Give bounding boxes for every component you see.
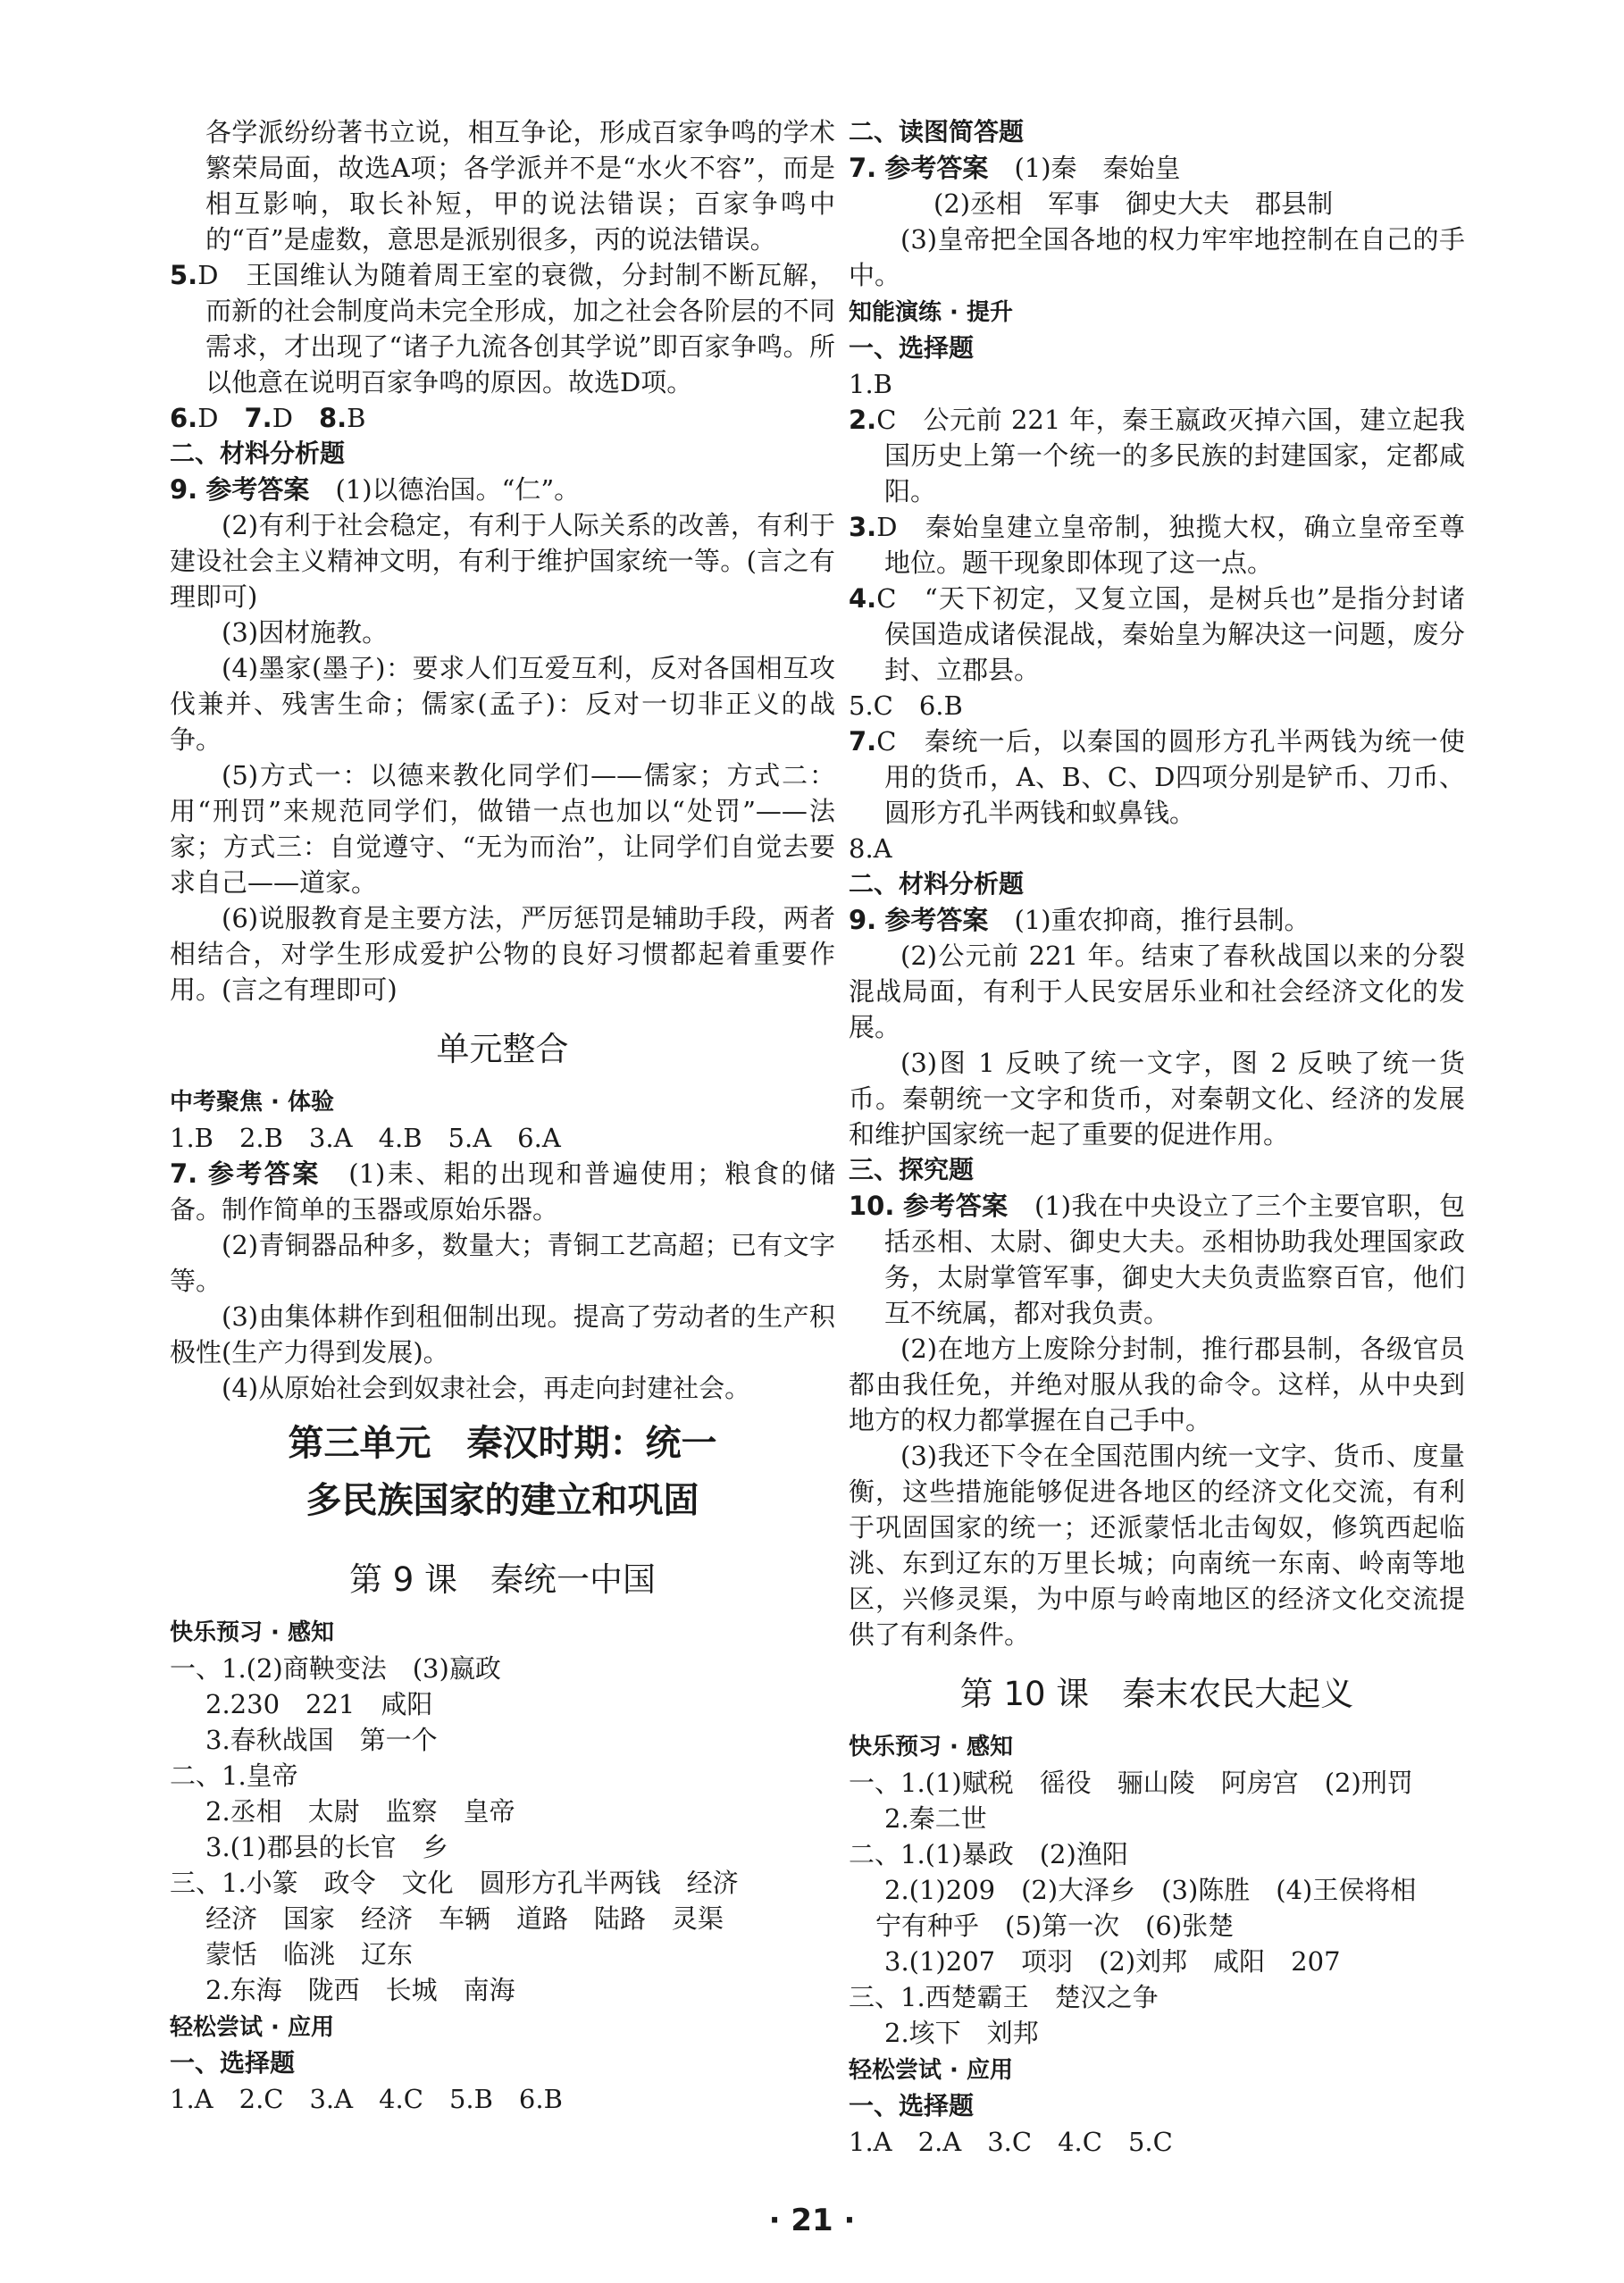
preview-line: 经济 国家 经济 车辆 道路 陆路 灵渠: [205, 1903, 724, 1934]
answer-9-part-5: (5)方式一：以德来教化同学们——儒家；方式二：用“刑罚”来规范同学们，做错一点也加以“处罚”——法家；方式三：自觉遵守、“无为而治”，让同学们自觉去要求自己——道家。: [170, 760, 835, 898]
answer-text: C 公元前 221 年，秦王嬴政灭掉六国，建立起我国历史上第一个统一的多民族的封建国家，定都咸阳。: [876, 405, 1465, 506]
answer-text: D 王国维认为随着周王室的衰微，分封制不断瓦解，而新的社会制度尚未完全形成，加之社会各阶层的不同需求，才出现了“诸子九流各创其学说”即百家争鸣。所以他意在说明百家争鸣的原因。故选D项。: [197, 260, 835, 397]
preview-line: 2.垓下 刘邦: [884, 2018, 1039, 2048]
preview-line: 2.秦二世: [884, 1803, 987, 1834]
answers-6-8: [170, 400, 835, 436]
preview-line: 2.丞相 太尉 监察 皇帝: [205, 1796, 515, 1827]
answer-number: 7.: [849, 153, 877, 183]
section-heading: 一、选择题: [849, 333, 975, 363]
answer-number: 2.: [849, 405, 877, 435]
answer-2: [849, 402, 1465, 509]
preview-line: 一、1.(1)赋税 徭役 骊山陵 阿房宫 (2)刑罚: [849, 1768, 1413, 1798]
answer-label: 参考答案: [205, 474, 310, 505]
unit-3-title-line-2: 多民族国家的建立和巩固: [306, 1480, 699, 1521]
preview-heading: 快乐预习 · 感知: [170, 1619, 334, 1646]
answer-9-part-3: (3)图 1 反映了统一文字，图 2 反映了统一货币。秦朝统一文字和货币，对秦朝文化、经济的发展和维护国家统一起了重要的促进作用。: [849, 1048, 1465, 1150]
page-number: · 21 ·: [768, 2203, 856, 2238]
preview-line: 二、1.皇帝: [170, 1760, 298, 1791]
answer-number: 7.: [170, 1158, 198, 1189]
preview-line: 三、1.西楚霸王 楚汉之争: [849, 1982, 1159, 2012]
q4-continuation: 各学派纷纷著书立说，相互争论，形成百家争鸣的学术繁荣局面，故选A项；各学派并不是“水火不容”，而是相互影响，取长补短，甲的说法错误；百家争鸣中的“百”是虚数，意思是派别很多，丙的说法错误。: [205, 117, 835, 255]
preview-line: 宁有种乎 (5)第一次 (6)张楚: [875, 1911, 1235, 1941]
section-heading: 二、材料分析题: [170, 439, 346, 468]
answer-text: (1)秦 秦始皇: [1014, 153, 1181, 183]
answer-text: C 秦统一后，以秦国的圆形方孔半两钱为统一使用的货币，A、B、C、D四项分别是铲币、刀币、圆形方孔半两钱和蚁鼻钱。: [876, 726, 1465, 828]
answer-7-choice: [849, 723, 1465, 831]
answer-text: (1)我在中央设立了三个主要官职，包括丞相、太尉、御史大夫。丞相协助我处理国家政务，太尉掌管军事，御史大夫负责监察百官，他们互不统属，都对我负责。: [884, 1191, 1465, 1328]
preview-line: 3.(1)郡县的长官 乡: [205, 1832, 448, 1862]
answer-7: [849, 150, 1465, 186]
answer-9: [849, 902, 1465, 938]
answer-3: [849, 509, 1465, 581]
preview-line: 一、1.(2)商鞅变法 (3)嬴政: [170, 1653, 501, 1684]
answer-1: 1.B: [849, 369, 892, 399]
lesson-10-title: 第 10 课 秦末农民大起义: [959, 1675, 1354, 1713]
answer-9: [170, 472, 835, 507]
answer-number: 10.: [849, 1191, 895, 1221]
preview-line: 三、1.小篆 政令 文化 圆形方孔半两钱 经济: [170, 1868, 739, 1898]
answer-10: [849, 1188, 1465, 1331]
answer-number: 3.: [849, 512, 877, 542]
answer-label: 参考答案: [207, 1158, 321, 1189]
section-heading: 二、材料分析题: [849, 869, 1025, 899]
answers-5-6: 5.C 6.B: [849, 690, 963, 721]
unit-review-title: 单元整合: [436, 1030, 569, 1068]
answer-8: 8.A: [849, 833, 892, 864]
answer-9-part-2: (2)公元前 221 年。结束了春秋战国以来的分裂混战局面，有利于人民安居乐业和社会经济文化的发展。: [849, 941, 1465, 1042]
answer-7-part-2: (2)丞相 军事 御史大夫 郡县制: [933, 188, 1334, 219]
lesson-9-title: 第 9 课 秦统一中国: [348, 1560, 657, 1599]
answer-label: 参考答案: [884, 153, 989, 183]
answer-number: 9.: [170, 474, 198, 505]
answer-7-part-3: (3)皇帝把全国各地的权力牢牢地控制在自己的手中。: [849, 224, 1465, 290]
preview-line: 3.春秋战国 第一个: [205, 1725, 438, 1755]
answer-label: 参考答案: [903, 1191, 1009, 1221]
answer-4: [849, 581, 1465, 688]
tryout-answers: 1.A 2.A 3.C 4.C 5.C: [849, 2127, 1173, 2157]
answer-9-part-6: (6)说服教育是主要方法，严厉惩罚是辅助手段，两者相结合，对学生形成爱护公物的良好习惯都起着重要作用。(言之有理即可): [170, 903, 835, 1005]
answer-10-part-2: (2)在地方上废除分封制，推行郡县制，各级官员都由我任免，并绝对服从我的命令。这样，从中央到地方的权力都掌握在自己手中。: [849, 1334, 1465, 1435]
tryout-heading: 轻松尝试 · 应用: [849, 2057, 1013, 2084]
answer-9-part-3: (3)因材施教。: [222, 617, 389, 648]
preview-line: 2.(1)209 (2)大泽乡 (3)陈胜 (4)王侯将相: [884, 1875, 1417, 1905]
answer-letter: D: [272, 403, 293, 433]
preview-line: 蒙恬 临洮 辽东: [205, 1939, 414, 1969]
section-heading: 二、读图简答题: [849, 117, 1025, 146]
answer-9-part-4: (4)墨家(墨子)：要求人们互爱互利，反对各国相互攻伐兼并、残害生命；儒家(孟子)：反对一切非正义的战争。: [170, 653, 835, 755]
answer-5: [170, 257, 835, 400]
answer-letter: B: [347, 403, 366, 433]
answer-text: (1)重农抑商，推行县制。: [1014, 905, 1310, 935]
right-column: [849, 114, 1465, 2160]
answer-number: 4.: [849, 583, 877, 614]
left-column: [170, 114, 835, 2117]
tryout-answers: 1.A 2.C 3.A 4.C 5.B 6.B: [170, 2084, 563, 2114]
zhongkao-answer-7-part-4: (4)从原始社会到奴隶社会，再走向封建社会。: [222, 1373, 751, 1403]
zhongkao-answer-7-part-2: (2)青铜器品种多，数量大；青铜工艺高超；已有文字等。: [170, 1230, 835, 1296]
preview-line: 3.(1)207 项羽 (2)刘邦 咸阳 207: [884, 1946, 1341, 1977]
answer-number: 9.: [849, 905, 877, 935]
answer-text: (1)以德治国。“仁”。: [335, 474, 581, 505]
answer-letter: D: [197, 403, 219, 433]
answer-number: 6.: [170, 403, 198, 433]
practice-heading: 知能演练 · 提升: [849, 299, 1013, 326]
answer-9-part-2: (2)有利于社会稳定，有利于人际关系的改善，有利于建设社会主义精神文明，有利于维护国家统一等。(言之有理即可): [170, 510, 835, 612]
answer-text: D 秦始皇建立皇帝制，独揽大权，确立皇帝至尊地位。题干现象即体现了这一点。: [876, 512, 1465, 578]
answer-number: 5.: [170, 260, 198, 290]
zhongkao-answers: 1.B 2.B 3.A 4.B 5.A 6.A: [170, 1123, 561, 1153]
section-heading: 一、选择题: [170, 2048, 296, 2078]
preview-line: 2.东海 陇西 长城 南海: [205, 1975, 515, 2005]
unit-3-title-line-1: 第三单元 秦汉时期：统一: [288, 1423, 717, 1464]
answer-number: 7.: [244, 403, 272, 433]
answer-number: 8.: [318, 403, 347, 433]
tryout-heading: 轻松尝试 · 应用: [170, 2014, 334, 2041]
answer-10-part-3: (3)我还下令在全国范围内统一文字、货币、度量衡，这些措施能够促进各地区的经济文化交流，有利于巩固国家的统一；还派蒙恬北击匈奴，修筑西起临洮、东到辽东的万里长城；向南统一东南、岭南等地区，兴修灵渠，为中原与岭南地区的经济文化交流提供了有利条件。: [849, 1441, 1465, 1650]
zhongkao-answer-7-part-3: (3)由集体耕作到租佃制出现。提高了劳动者的生产积极性(生产力得到发展)。: [170, 1301, 835, 1367]
answer-text: (1)耒、耜的出现和普遍使用；粮食的储备。制作简单的玉器或原始乐器。: [170, 1158, 835, 1225]
preview-line: 2.230 221 咸阳: [205, 1689, 433, 1719]
zhongkao-heading: 中考聚焦 · 体验: [170, 1089, 334, 1116]
section-heading: 一、选择题: [849, 2091, 975, 2120]
section-heading: 三、探究题: [849, 1155, 975, 1184]
answer-number: 7.: [849, 726, 877, 757]
answer-text: C “天下初定，又复立国，是树兵也”是指分封诸侯国造成诸侯混战，秦始皇为解决这一问题，废分封、立郡县。: [876, 583, 1465, 685]
zhongkao-answer-7: [170, 1156, 835, 1227]
preview-heading: 快乐预习 · 感知: [849, 1734, 1013, 1760]
preview-line: 二、1.(1)暴政 (2)渔阳: [849, 1839, 1128, 1869]
answer-label: 参考答案: [884, 905, 989, 935]
